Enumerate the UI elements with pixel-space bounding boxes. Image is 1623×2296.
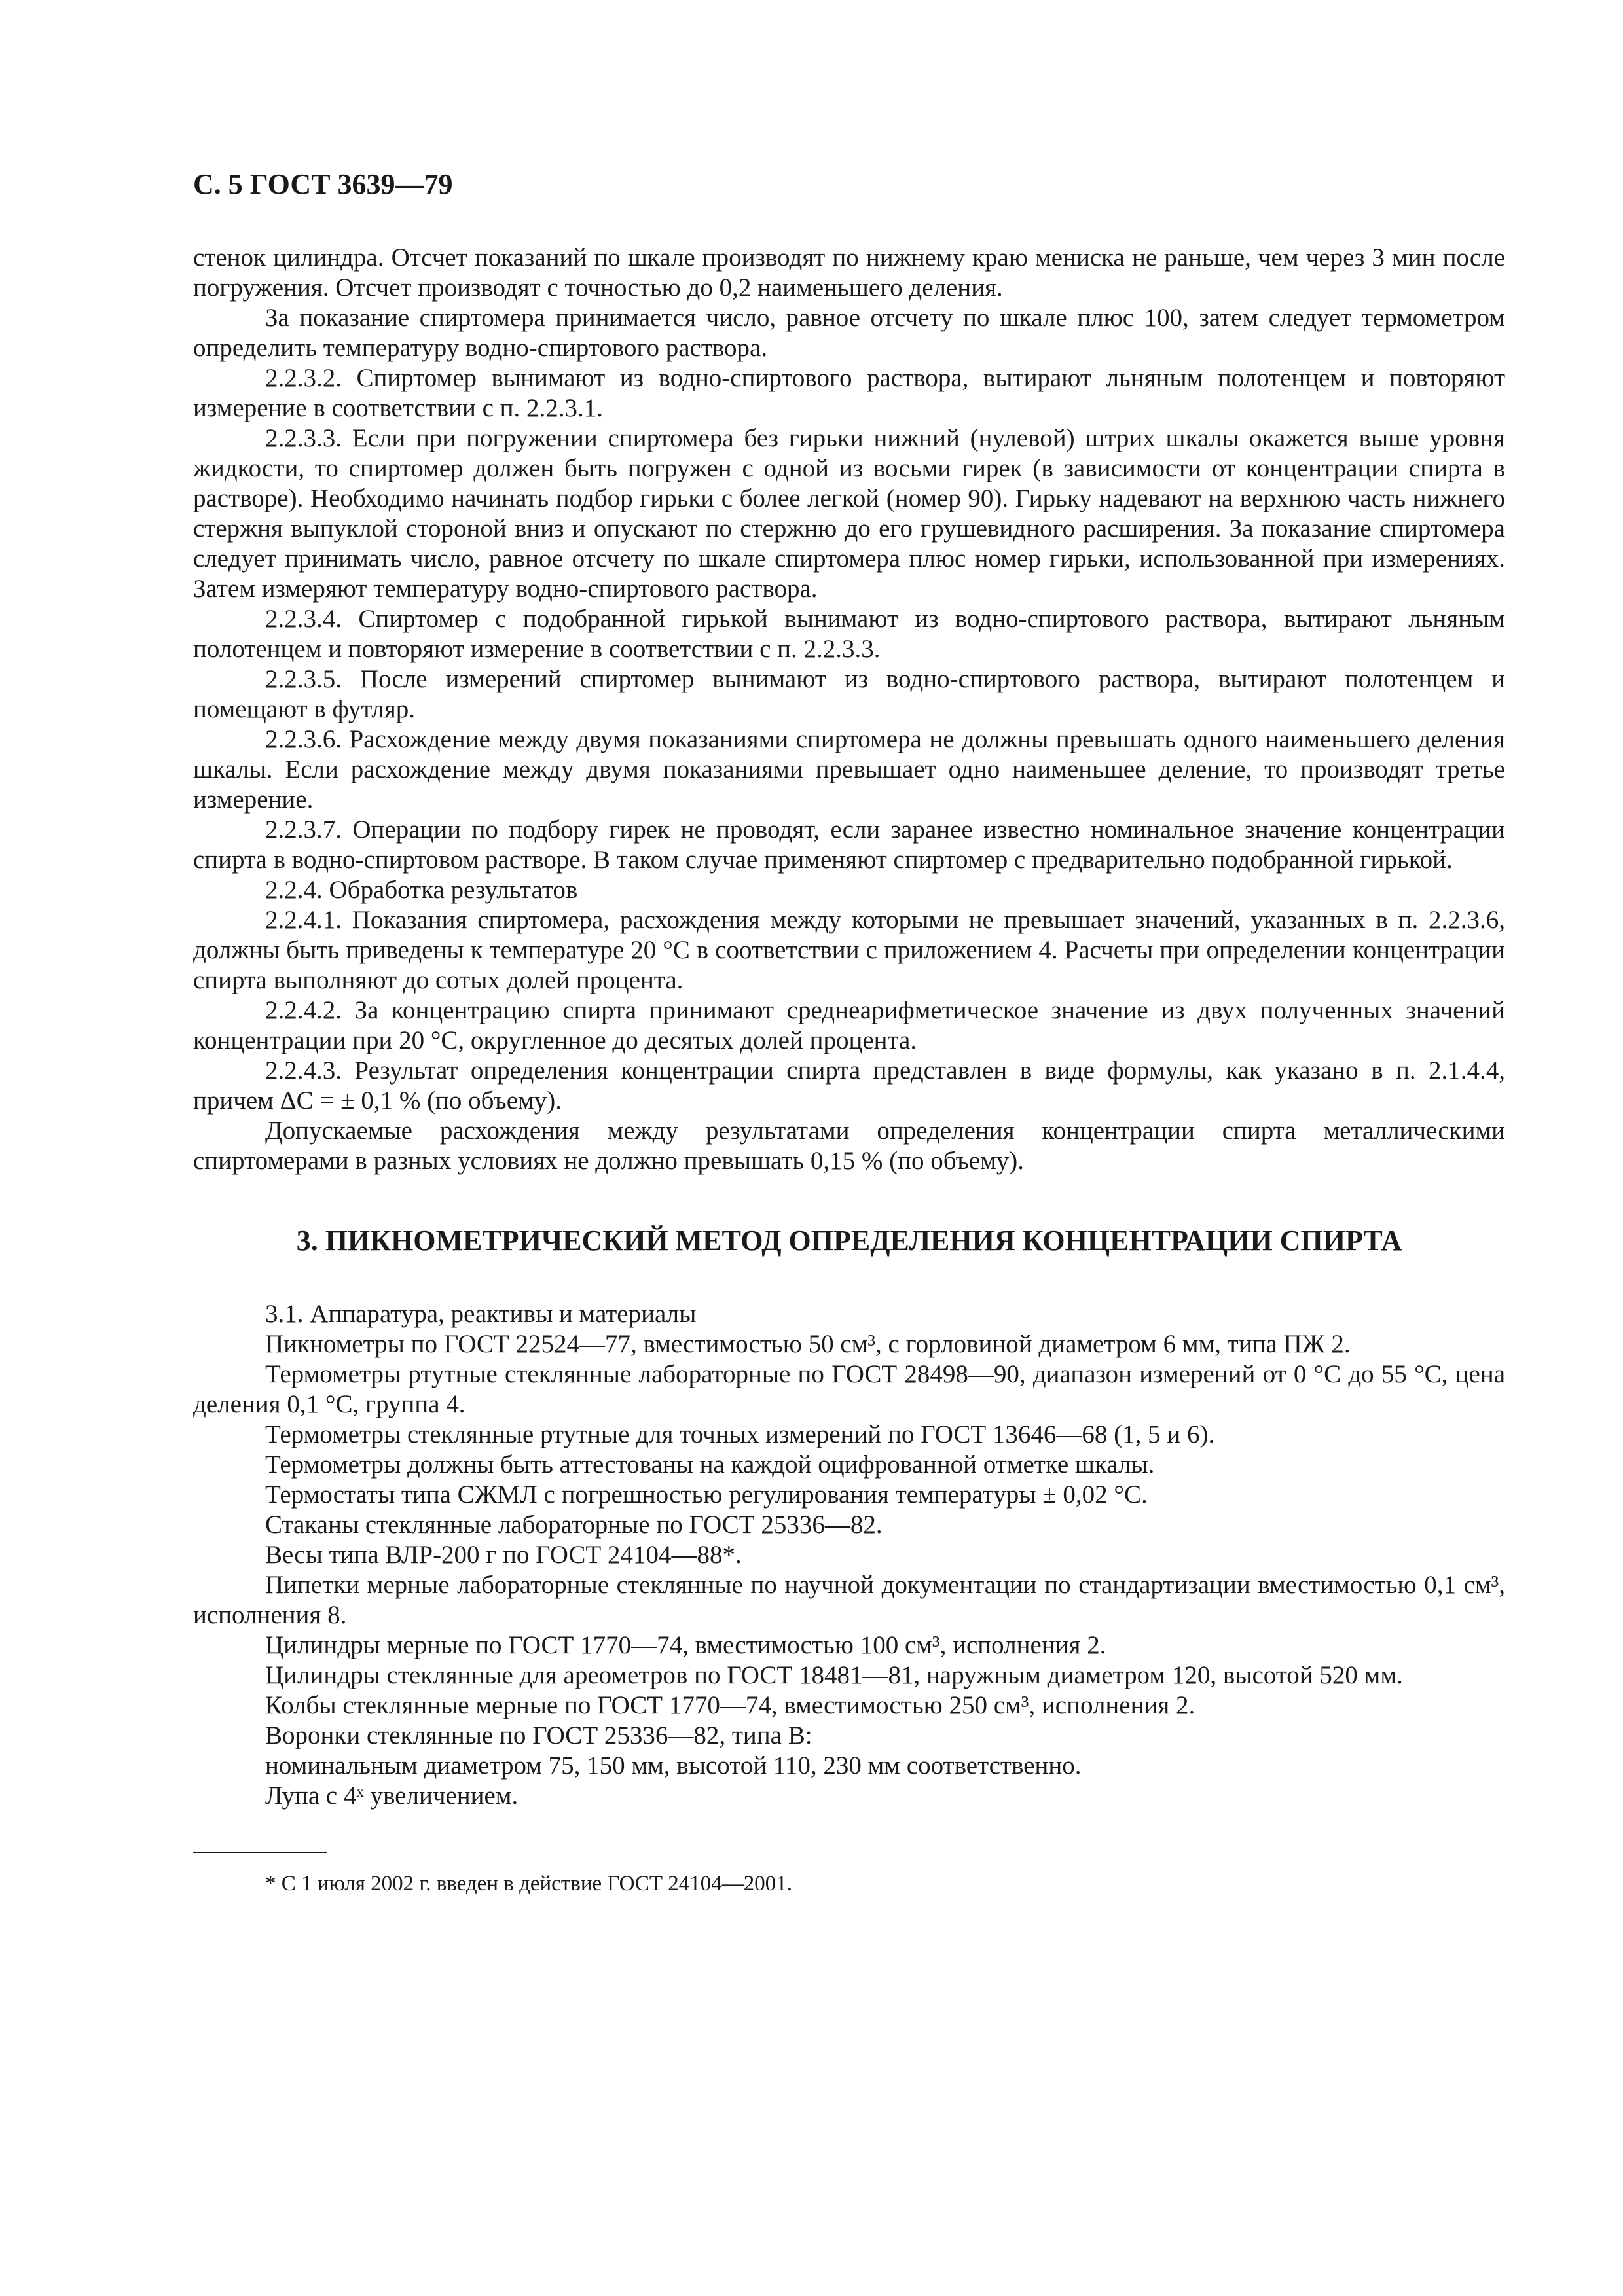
document-page: [193, 167, 1505, 1897]
paragraph: Пипетки мерные лабораторные стеклянные по научной документации по стандартизации вместимостью 0,1 см³, исполнения 8.: [193, 1571, 1505, 1629]
paragraph: Колбы стеклянные мерные по ГОСТ 1770—74, вместимостью 250 см³, исполнения 2.: [265, 1691, 1195, 1719]
paragraph: Термометры стеклянные ртутные для точных измерений по ГОСТ 13646—68 (1, 5 и 6).: [265, 1420, 1215, 1448]
paragraph: Цилиндры стеклянные для ареометров по ГОСТ 18481—81, наружным диаметром 120, высотой 520 мм.: [265, 1661, 1403, 1689]
paragraph: Термометры ртутные стеклянные лабораторные по ГОСТ 28498—90, диапазон измерений от 0 °С до 55 °С, цена деления 0,1 °С, группа 4.: [193, 1360, 1505, 1418]
paragraph: номинальным диаметром 75, 150 мм, высотой 110, 230 мм соответственно.: [265, 1751, 1082, 1780]
paragraph: Допускаемые расхождения между результатами определения концентрации спирта металлическими спиртомерами в разных условиях не должно превышать 0,15 % (по объему).: [193, 1117, 1505, 1175]
paragraph: 2.2.4. Обработка результатов: [265, 876, 578, 904]
paragraph: Лупа с 4ˣ увеличением.: [265, 1782, 519, 1810]
paragraph: 2.2.4.3. Результат определения концентрации спирта представлен в виде формулы, как указано в п. 2.1.4.4, причем ΔС = ± 0,1 % (по объему).: [193, 1056, 1505, 1115]
paragraph: Весы типа ВЛР-200 г по ГОСТ 24104—88*.: [265, 1541, 742, 1569]
paragraph: 2.2.3.5. После измерений спиртомер вынимают из водно-спиртового раствора, вытирают полотенцем и помещают в футляр.: [193, 665, 1505, 723]
paragraph: 2.2.3.6. Расхождение между двумя показаниями спиртомера не должны превышать одного наименьшего деления шкалы. Если расхождение между двумя показаниями превышает одно наименьшее деление, то производят третье измерение.: [193, 725, 1505, 814]
paragraph: Цилиндры мерные по ГОСТ 1770—74, вместимостью 100 см³, исполнения 2.: [265, 1631, 1106, 1659]
footnote: * С 1 июля 2002 г. введен в действие ГОСТ 24104—2001.: [265, 1872, 793, 1895]
paragraph: За показание спиртомера принимается число, равное отсчету по шкале плюс 100, затем следует термометром определить температуру водно-спиртового раствора.: [193, 304, 1505, 362]
paragraph: Термостаты типа СЖМЛ с погрешностью регулирования температуры ± 0,02 °С.: [265, 1480, 1148, 1509]
paragraph: 3.1. Аппаратура, реактивы и материалы: [265, 1300, 697, 1328]
page-header: С. 5 ГОСТ 3639—79: [193, 168, 453, 200]
paragraph: Воронки стеклянные по ГОСТ 25336—82, типа В:: [265, 1721, 812, 1749]
paragraph: Термометры должны быть аттестованы на каждой оцифрованной отметке шкалы.: [265, 1450, 1155, 1479]
paragraph: 2.2.3.7. Операции по подбору гирек не проводят, если заранее известно номинальное значение концентрации спирта в водно-спиртовом растворе. В таком случае применяют спиртомер с предварительно подобранной гирькой.: [193, 816, 1505, 874]
paragraph: 2.2.3.2. Спиртомер вынимают из водно-спиртового раствора, вытирают льняным полотенцем и повторяют измерение в соответствии с п. 2.2.3.1.: [193, 364, 1505, 422]
paragraph: 2.2.3.4. Спиртомер с подобранной гирькой вынимают из водно-спиртового раствора, вытирают льняным полотенцем и повторяют измерение в соответствии с п. 2.2.3.3.: [193, 605, 1505, 663]
paragraph: 2.2.4.1. Показания спиртомера, расхождения между которыми не превышает значений, указанных в п. 2.2.3.6, должны быть приведены к температуре 20 °С в соответствии с приложением 4. Расчеты при определении концентрации спирта выполняют до сотых долей процента.: [193, 906, 1505, 994]
paragraph: 2.2.3.3. Если при погружении спиртомера без гирьки нижний (нулевой) штрих шкалы окажется выше уровня жидкости, то спиртомер должен быть погружен с одной из восьми гирек (в зависимости от концентрации спирта в растворе). Необходимо начинать подбор гирьки с более легкой (номер 90). Гирьку надевают на верхнюю часть нижнего стержня выпуклой стороной вниз и опускают по стержню до его грушевидного расширения. За показание спиртомера следует принимать число, равное отсчету по шкале спиртомера плюс номер гирьки, использованной при измерениях. Затем измеряют температуру водно-спиртового раствора.: [193, 424, 1505, 603]
bottom-body: [193, 1299, 1505, 1811]
paragraph: Стаканы стеклянные лабораторные по ГОСТ 25336—82.: [265, 1511, 883, 1539]
section-title: 3. ПИКНОМЕТРИЧЕСКИЙ МЕТОД ОПРЕДЕЛЕНИЯ КОНЦЕНТРАЦИИ СПИРТА: [296, 1225, 1402, 1257]
paragraph: 2.2.4.2. За концентрацию спирта принимают среднеарифметическое значение из двух полученных значений концентрации при 20 °С, округленное до десятых долей процента.: [193, 996, 1505, 1054]
footnote-rule: [193, 1852, 327, 1853]
paragraph: Пикнометры по ГОСТ 22524—77, вместимостью 50 см³, с горловиной диаметром 6 мм, типа ПЖ 2.: [265, 1330, 1351, 1358]
top-body: [193, 243, 1505, 1176]
paragraph: стенок цилиндра. Отсчет показаний по шкале производят по нижнему краю мениска не раньше, чем через 3 мин после погружения. Отсчет производят с точностью до 0,2 наименьшего деления.: [193, 243, 1505, 302]
